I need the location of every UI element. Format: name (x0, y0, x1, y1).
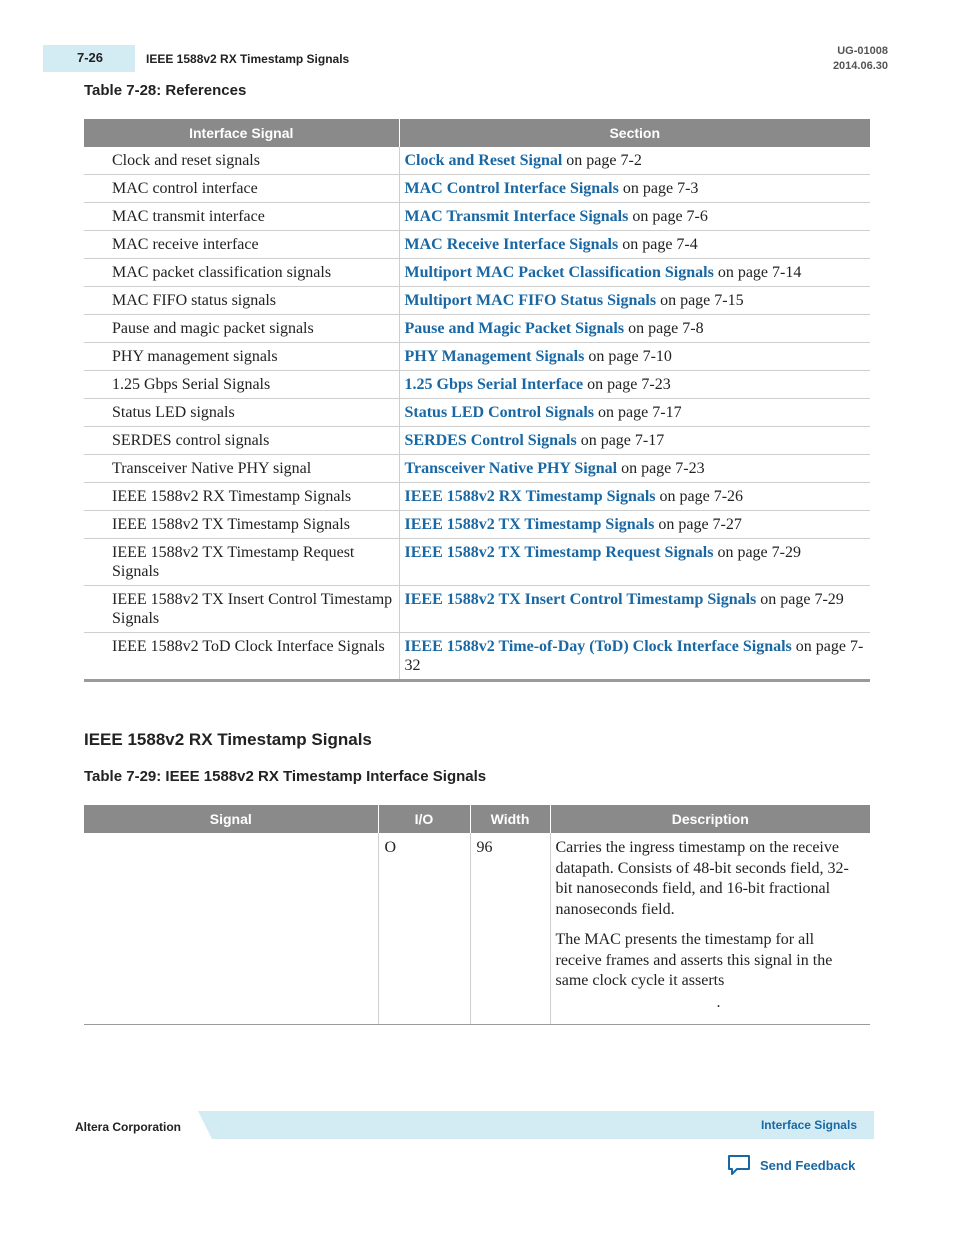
column-header-width: Width (470, 805, 550, 833)
page-reference: on page 7-29 (713, 544, 801, 561)
interface-signal-cell: Pause and magic packet signals (84, 315, 399, 343)
io-cell: O (378, 833, 470, 1025)
section-link[interactable]: IEEE 1588v2 TX Timestamp Request Signals (404, 544, 714, 561)
section-link[interactable]: MAC Receive Interface Signals (404, 236, 619, 253)
section-link[interactable]: IEEE 1588v2 TX Insert Control Timestamp Signals (404, 591, 757, 608)
interface-signal-cell: MAC packet classification signals (84, 259, 399, 287)
interface-signal-cell: MAC FIFO status signals (84, 287, 399, 315)
page-reference: on page 7-15 (656, 292, 744, 309)
doc-id-code: UG-01008 (837, 45, 888, 57)
column-header-signal: Signal (84, 805, 378, 833)
page-reference: on page 7-26 (655, 488, 744, 505)
section-cell (399, 539, 870, 586)
table-row (84, 633, 870, 681)
references-table-header (84, 119, 870, 147)
column-header-description: Description (550, 805, 870, 833)
section-cell (399, 483, 870, 511)
table-row (84, 231, 870, 259)
section-link[interactable]: IEEE 1588v2 Time-of-Day (ToD) Clock Interface Signals (404, 638, 792, 655)
section-link[interactable]: Transceiver Native PHY Signal (404, 460, 618, 477)
width-cell: 96 (470, 833, 550, 1025)
column-header-interface-signal: Interface Signal (84, 119, 399, 147)
section-cell (399, 287, 870, 315)
table-row (84, 483, 870, 511)
table-row (84, 203, 870, 231)
table-row (84, 287, 870, 315)
section-cell (399, 371, 870, 399)
section-cell (399, 399, 870, 427)
signal-cell (84, 833, 378, 1025)
footer-company: Altera Corporation (75, 1120, 182, 1134)
running-title: IEEE 1588v2 RX Timestamp Signals (146, 52, 350, 66)
interface-signal-cell: MAC transmit interface (84, 203, 399, 231)
speech-bubble-icon (727, 1154, 751, 1176)
table-row (84, 586, 870, 633)
section-cell (399, 147, 870, 175)
references-table (84, 119, 870, 682)
interface-signal-cell: MAC control interface (84, 175, 399, 203)
interface-signal-cell: Status LED signals (84, 399, 399, 427)
section-link[interactable]: Status LED Control Signals (404, 404, 595, 421)
table-row (84, 833, 870, 1025)
description-period: . (716, 993, 721, 1011)
interface-signal-cell: IEEE 1588v2 TX Timestamp Signals (84, 511, 399, 539)
table-row (84, 371, 870, 399)
section-cell (399, 315, 870, 343)
rx-timestamp-table (84, 805, 870, 1025)
section-link[interactable]: PHY Management Signals (404, 348, 585, 365)
section-cell (399, 343, 870, 371)
interface-signal-cell: PHY management signals (84, 343, 399, 371)
table-row (84, 539, 870, 586)
page-reference: on page 7-4 (618, 236, 698, 253)
description-cell (550, 833, 870, 1025)
section-link[interactable]: MAC Control Interface Signals (404, 180, 619, 197)
doc-date: 2014.06.30 (832, 60, 888, 72)
table-row (84, 175, 870, 203)
page-reference: on page 7-23 (617, 460, 705, 477)
interface-signal-cell: Clock and reset signals (84, 147, 399, 175)
document-id (833, 44, 888, 74)
table-row (84, 455, 870, 483)
table-row (84, 147, 870, 175)
page-number: 7-26 (77, 50, 104, 65)
section-cell (399, 231, 870, 259)
page-reference: on page 7-6 (628, 208, 708, 225)
table-row (84, 399, 870, 427)
footer-section-link[interactable]: Interface Signals (760, 1118, 857, 1132)
section-link[interactable]: Pause and Magic Packet Signals (404, 320, 625, 337)
page-reference: on page 7-17 (576, 432, 665, 449)
section-cell (399, 427, 870, 455)
section-link[interactable]: SERDES Control Signals (404, 432, 577, 449)
section-cell (399, 259, 870, 287)
description-paragraph: Carries the ingress timestamp on the receive datapath. Consists of 48-bit seconds field, 32-bit nanoseconds field, and 16-bit fractional nanoseconds field. (555, 839, 849, 918)
section-cell (399, 203, 870, 231)
section-link[interactable]: Multiport MAC Packet Classification Signals (404, 264, 714, 281)
column-header-section: Section (399, 119, 870, 147)
rx-table-header (84, 805, 870, 833)
page-reference: on page 7-17 (594, 404, 682, 421)
page-reference: on page 7-8 (624, 320, 704, 337)
section-heading: IEEE 1588v2 RX Timestamp Signals (84, 730, 372, 749)
page-reference: on page 7-3 (618, 180, 699, 197)
section-link[interactable]: Multiport MAC FIFO Status Signals (404, 292, 657, 309)
page-reference: on page 7-2 (562, 152, 642, 169)
interface-signal-cell: Transceiver Native PHY signal (84, 455, 399, 483)
description-paragraph: The MAC presents the timestamp for all receive frames and asserts this signal in the same clock cycle it asserts (555, 931, 833, 989)
section-link[interactable]: IEEE 1588v2 TX Timestamp Signals (404, 516, 655, 533)
page-reference: on page 7-23 (583, 376, 671, 393)
interface-signal-cell: MAC receive interface (84, 231, 399, 259)
section-link[interactable]: IEEE 1588v2 RX Timestamp Signals (404, 488, 656, 505)
interface-signal-cell: 1.25 Gbps Serial Signals (84, 371, 399, 399)
table-row (84, 315, 870, 343)
section-link[interactable]: Clock and Reset Signal (404, 152, 563, 169)
column-header-io: I/O (378, 805, 470, 833)
section-cell (399, 511, 870, 539)
page-reference: on page 7-14 (713, 264, 802, 281)
table-row (84, 511, 870, 539)
interface-signal-cell: IEEE 1588v2 ToD Clock Interface Signals (84, 633, 399, 681)
section-cell (399, 175, 870, 203)
table-row (84, 427, 870, 455)
section-link[interactable]: MAC Transmit Interface Signals (404, 208, 629, 225)
section-link[interactable]: 1.25 Gbps Serial Interface (404, 376, 584, 393)
interface-signal-cell: SERDES control signals (84, 427, 399, 455)
page-reference: on page 7-29 (756, 591, 844, 608)
send-feedback-link[interactable] (727, 1154, 855, 1176)
page-reference: on page 7-10 (584, 348, 672, 365)
references-table-caption: Table 7-28: References (84, 82, 247, 99)
page-reference: on page 7-27 (654, 516, 742, 533)
interface-signal-cell: IEEE 1588v2 TX Timestamp Request Signals (84, 539, 399, 586)
send-feedback-label: Send Feedback (760, 1157, 856, 1173)
section-cell (399, 586, 870, 633)
interface-signal-cell: IEEE 1588v2 RX Timestamp Signals (84, 483, 399, 511)
section-cell (399, 633, 870, 681)
interface-signal-cell: IEEE 1588v2 TX Insert Control Timestamp Signals (84, 586, 399, 633)
table-row (84, 259, 870, 287)
rx-table-caption: Table 7-29: IEEE 1588v2 RX Timestamp Interface Signals (84, 768, 487, 785)
page-reference: on page 7-32 (404, 638, 864, 674)
table-row (84, 343, 870, 371)
section-cell (399, 455, 870, 483)
